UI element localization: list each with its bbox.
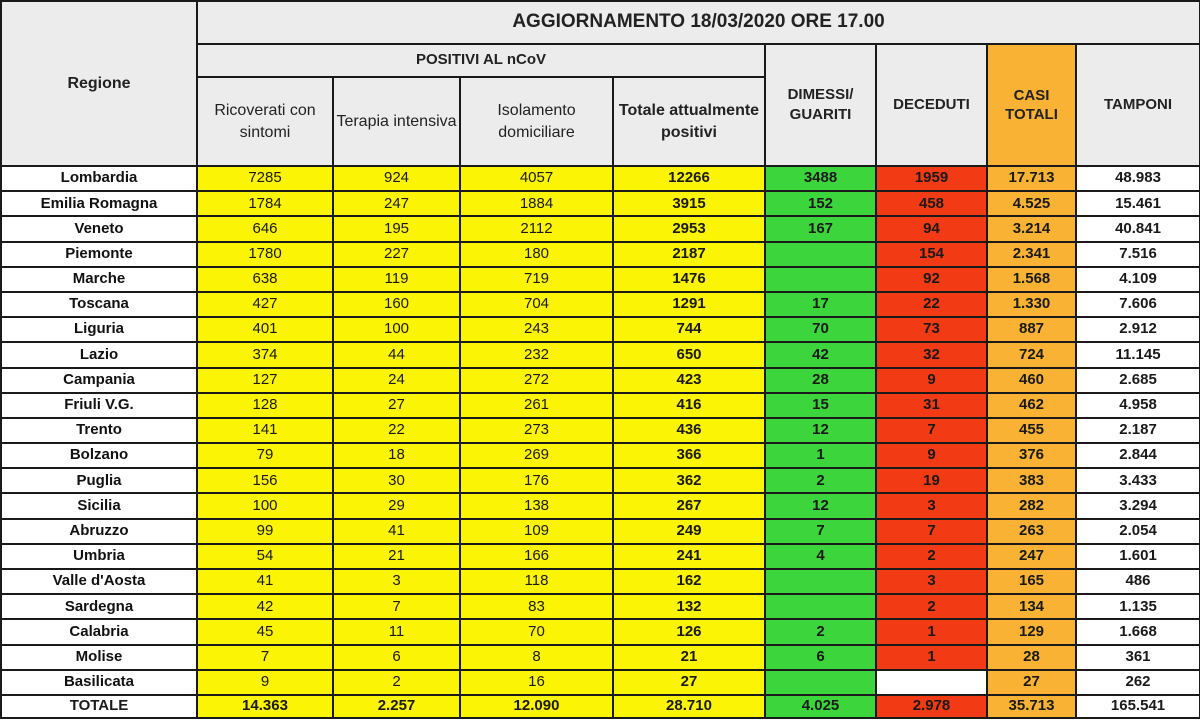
header-ricoverati: Ricoverati con sintomi xyxy=(197,77,333,166)
cell-isolamento: 269 xyxy=(460,443,613,468)
cell-casi: 134 xyxy=(987,594,1076,619)
region-name: Campania xyxy=(1,368,197,393)
total-tamponi: 165.541 xyxy=(1076,695,1200,718)
cell-dimessi: 2 xyxy=(765,468,876,493)
cell-totale-positivi: 126 xyxy=(613,619,765,644)
cell-terapia: 6 xyxy=(333,645,460,670)
table-row xyxy=(1,418,1200,443)
cell-deceduti: 19 xyxy=(876,468,987,493)
cell-ricoverati: 127 xyxy=(197,368,333,393)
cell-deceduti: 31 xyxy=(876,393,987,418)
cell-deceduti: 7 xyxy=(876,519,987,544)
cell-ricoverati: 99 xyxy=(197,519,333,544)
cell-casi: 129 xyxy=(987,619,1076,644)
cell-ricoverati: 128 xyxy=(197,393,333,418)
cell-ricoverati: 1780 xyxy=(197,242,333,267)
cell-tamponi: 4.958 xyxy=(1076,393,1200,418)
table-row xyxy=(1,191,1200,216)
cell-tamponi: 361 xyxy=(1076,645,1200,670)
table-row xyxy=(1,544,1200,569)
region-name: Emilia Romagna xyxy=(1,191,197,216)
cell-tamponi: 7.516 xyxy=(1076,242,1200,267)
cell-deceduti: 1 xyxy=(876,619,987,644)
region-name: Calabria xyxy=(1,619,197,644)
cell-totale-positivi: 249 xyxy=(613,519,765,544)
table-row xyxy=(1,594,1200,619)
cell-tamponi: 2.844 xyxy=(1076,443,1200,468)
cell-isolamento: 1884 xyxy=(460,191,613,216)
cell-dimessi: 4 xyxy=(765,544,876,569)
cell-totale-positivi: 436 xyxy=(613,418,765,443)
cell-isolamento: 232 xyxy=(460,342,613,367)
cell-ricoverati: 42 xyxy=(197,594,333,619)
cell-totale-positivi: 267 xyxy=(613,493,765,518)
cell-deceduti: 3 xyxy=(876,493,987,518)
cell-tamponi: 2.685 xyxy=(1076,368,1200,393)
cell-isolamento: 272 xyxy=(460,368,613,393)
cell-tamponi: 11.145 xyxy=(1076,342,1200,367)
cell-terapia: 30 xyxy=(333,468,460,493)
cell-dimessi: 15 xyxy=(765,393,876,418)
cell-isolamento: 704 xyxy=(460,292,613,317)
cell-ricoverati: 54 xyxy=(197,544,333,569)
cell-casi: 462 xyxy=(987,393,1076,418)
cell-deceduti: 92 xyxy=(876,267,987,292)
table-row xyxy=(1,493,1200,518)
cell-tamponi: 2.054 xyxy=(1076,519,1200,544)
cell-dimessi: 70 xyxy=(765,317,876,342)
cell-totale-positivi: 12266 xyxy=(613,166,765,191)
header-positivi-group: POSITIVI AL nCoV xyxy=(197,44,765,77)
cell-tamponi: 262 xyxy=(1076,670,1200,695)
cell-deceduti: 458 xyxy=(876,191,987,216)
cell-terapia: 11 xyxy=(333,619,460,644)
cell-deceduti: 3 xyxy=(876,569,987,594)
cell-isolamento: 8 xyxy=(460,645,613,670)
table-row xyxy=(1,317,1200,342)
cell-ricoverati: 7285 xyxy=(197,166,333,191)
cell-terapia: 44 xyxy=(333,342,460,367)
cell-totale-positivi: 2187 xyxy=(613,242,765,267)
cell-deceduti: 73 xyxy=(876,317,987,342)
cell-dimessi xyxy=(765,242,876,267)
cell-casi: 455 xyxy=(987,418,1076,443)
cell-tamponi: 4.109 xyxy=(1076,267,1200,292)
table-row xyxy=(1,468,1200,493)
cell-terapia: 247 xyxy=(333,191,460,216)
report-title: AGGIORNAMENTO 18/03/2020 ORE 17.00 xyxy=(197,1,1200,44)
table-row xyxy=(1,619,1200,644)
cell-isolamento: 180 xyxy=(460,242,613,267)
cell-dimessi xyxy=(765,670,876,695)
cell-deceduti: 22 xyxy=(876,292,987,317)
cell-isolamento: 138 xyxy=(460,493,613,518)
cell-totale-positivi: 423 xyxy=(613,368,765,393)
total-dimessi: 4.025 xyxy=(765,695,876,718)
region-name: Piemonte xyxy=(1,242,197,267)
cell-terapia: 24 xyxy=(333,368,460,393)
cell-deceduti: 9 xyxy=(876,368,987,393)
cell-dimessi: 28 xyxy=(765,368,876,393)
cell-casi: 376 xyxy=(987,443,1076,468)
cell-isolamento: 243 xyxy=(460,317,613,342)
cell-dimessi: 167 xyxy=(765,216,876,241)
header-totale-positivi: Totale attualmente positivi xyxy=(613,77,765,166)
cell-casi: 27 xyxy=(987,670,1076,695)
cell-totale-positivi: 362 xyxy=(613,468,765,493)
cell-totale-positivi: 366 xyxy=(613,443,765,468)
table-row xyxy=(1,242,1200,267)
cell-terapia: 195 xyxy=(333,216,460,241)
table-row xyxy=(1,393,1200,418)
cell-totale-positivi: 27 xyxy=(613,670,765,695)
region-name: Valle d'Aosta xyxy=(1,569,197,594)
cell-dimessi: 152 xyxy=(765,191,876,216)
cell-casi: 1.330 xyxy=(987,292,1076,317)
cell-tamponi: 1.601 xyxy=(1076,544,1200,569)
table-body xyxy=(1,166,1200,695)
cell-casi: 724 xyxy=(987,342,1076,367)
cell-ricoverati: 374 xyxy=(197,342,333,367)
region-name: Friuli V.G. xyxy=(1,393,197,418)
header-terapia: Terapia intensiva xyxy=(333,77,460,166)
cell-ricoverati: 427 xyxy=(197,292,333,317)
cell-totale-positivi: 241 xyxy=(613,544,765,569)
cell-terapia: 29 xyxy=(333,493,460,518)
cell-totale-positivi: 744 xyxy=(613,317,765,342)
table-row xyxy=(1,166,1200,191)
cell-isolamento: 4057 xyxy=(460,166,613,191)
cell-tamponi: 3.433 xyxy=(1076,468,1200,493)
region-name: Abruzzo xyxy=(1,519,197,544)
cell-deceduti: 2 xyxy=(876,544,987,569)
table-row xyxy=(1,670,1200,695)
cell-casi: 17.713 xyxy=(987,166,1076,191)
cell-deceduti: 1959 xyxy=(876,166,987,191)
header-casi-totali: CASI TOTALI xyxy=(987,44,1076,166)
cell-ricoverati: 1784 xyxy=(197,191,333,216)
table-row xyxy=(1,569,1200,594)
cell-deceduti: 94 xyxy=(876,216,987,241)
header-deceduti: DECEDUTI xyxy=(876,44,987,166)
cell-casi: 282 xyxy=(987,493,1076,518)
table-row xyxy=(1,292,1200,317)
cell-totale-positivi: 416 xyxy=(613,393,765,418)
cell-dimessi xyxy=(765,267,876,292)
cell-tamponi: 48.983 xyxy=(1076,166,1200,191)
cell-ricoverati: 7 xyxy=(197,645,333,670)
header-regione: Regione xyxy=(1,1,197,166)
header-tamponi: TAMPONI xyxy=(1076,44,1200,166)
cell-totale-positivi: 2953 xyxy=(613,216,765,241)
total-totale-positivi: 28.710 xyxy=(613,695,765,718)
cell-isolamento: 70 xyxy=(460,619,613,644)
cell-deceduti: 9 xyxy=(876,443,987,468)
region-name: Liguria xyxy=(1,317,197,342)
region-name: Basilicata xyxy=(1,670,197,695)
cell-dimessi xyxy=(765,569,876,594)
cell-terapia: 7 xyxy=(333,594,460,619)
header-isolamento: Isolamento domiciliare xyxy=(460,77,613,166)
table-row xyxy=(1,368,1200,393)
total-deceduti: 2.978 xyxy=(876,695,987,718)
cell-dimessi: 3488 xyxy=(765,166,876,191)
region-name: Toscana xyxy=(1,292,197,317)
cell-casi: 460 xyxy=(987,368,1076,393)
cell-ricoverati: 646 xyxy=(197,216,333,241)
cell-casi: 1.568 xyxy=(987,267,1076,292)
cell-isolamento: 273 xyxy=(460,418,613,443)
cell-totale-positivi: 650 xyxy=(613,342,765,367)
totals-label: TOTALE xyxy=(1,695,197,718)
cell-tamponi: 486 xyxy=(1076,569,1200,594)
total-casi: 35.713 xyxy=(987,695,1076,718)
cell-dimessi: 12 xyxy=(765,493,876,518)
cell-terapia: 3 xyxy=(333,569,460,594)
total-ricoverati: 14.363 xyxy=(197,695,333,718)
cell-isolamento: 2112 xyxy=(460,216,613,241)
table-header xyxy=(1,1,1200,166)
cell-deceduti: 154 xyxy=(876,242,987,267)
cell-tamponi: 2.912 xyxy=(1076,317,1200,342)
cell-totale-positivi: 1291 xyxy=(613,292,765,317)
cell-tamponi: 1.135 xyxy=(1076,594,1200,619)
cell-casi: 3.214 xyxy=(987,216,1076,241)
cell-totale-positivi: 132 xyxy=(613,594,765,619)
cell-isolamento: 109 xyxy=(460,519,613,544)
cell-terapia: 227 xyxy=(333,242,460,267)
region-name: Trento xyxy=(1,418,197,443)
cell-terapia: 119 xyxy=(333,267,460,292)
cell-casi: 263 xyxy=(987,519,1076,544)
cell-totale-positivi: 162 xyxy=(613,569,765,594)
cell-casi: 28 xyxy=(987,645,1076,670)
region-name: Sardegna xyxy=(1,594,197,619)
cell-deceduti: 7 xyxy=(876,418,987,443)
cell-isolamento: 176 xyxy=(460,468,613,493)
cell-ricoverati: 141 xyxy=(197,418,333,443)
cell-isolamento: 166 xyxy=(460,544,613,569)
region-name: Umbria xyxy=(1,544,197,569)
cell-deceduti xyxy=(876,670,987,695)
cell-dimessi: 2 xyxy=(765,619,876,644)
cell-terapia: 160 xyxy=(333,292,460,317)
cell-terapia: 924 xyxy=(333,166,460,191)
cell-terapia: 22 xyxy=(333,418,460,443)
cell-ricoverati: 45 xyxy=(197,619,333,644)
cell-totale-positivi: 21 xyxy=(613,645,765,670)
cell-casi: 165 xyxy=(987,569,1076,594)
table-footer xyxy=(1,695,1200,718)
cell-terapia: 100 xyxy=(333,317,460,342)
table-row xyxy=(1,216,1200,241)
cell-dimessi: 42 xyxy=(765,342,876,367)
region-name: Marche xyxy=(1,267,197,292)
cell-terapia: 2 xyxy=(333,670,460,695)
cell-tamponi: 7.606 xyxy=(1076,292,1200,317)
cell-dimessi: 6 xyxy=(765,645,876,670)
cell-terapia: 18 xyxy=(333,443,460,468)
cell-deceduti: 2 xyxy=(876,594,987,619)
table-row xyxy=(1,519,1200,544)
cell-terapia: 21 xyxy=(333,544,460,569)
cell-casi: 887 xyxy=(987,317,1076,342)
region-name: Bolzano xyxy=(1,443,197,468)
cell-tamponi: 3.294 xyxy=(1076,493,1200,518)
cell-terapia: 41 xyxy=(333,519,460,544)
cell-tamponi: 40.841 xyxy=(1076,216,1200,241)
cell-terapia: 27 xyxy=(333,393,460,418)
cell-deceduti: 32 xyxy=(876,342,987,367)
cell-casi: 2.341 xyxy=(987,242,1076,267)
cell-totale-positivi: 1476 xyxy=(613,267,765,292)
cell-dimessi: 1 xyxy=(765,443,876,468)
total-isolamento: 12.090 xyxy=(460,695,613,718)
region-name: Sicilia xyxy=(1,493,197,518)
cell-ricoverati: 9 xyxy=(197,670,333,695)
cell-dimessi xyxy=(765,594,876,619)
header-dimessi: DIMESSI/ GUARITI xyxy=(765,44,876,166)
cell-dimessi: 17 xyxy=(765,292,876,317)
cell-casi: 4.525 xyxy=(987,191,1076,216)
cell-ricoverati: 156 xyxy=(197,468,333,493)
region-name: Molise xyxy=(1,645,197,670)
cell-isolamento: 83 xyxy=(460,594,613,619)
cell-deceduti: 1 xyxy=(876,645,987,670)
cell-casi: 247 xyxy=(987,544,1076,569)
cell-isolamento: 719 xyxy=(460,267,613,292)
region-name: Lazio xyxy=(1,342,197,367)
cell-dimessi: 12 xyxy=(765,418,876,443)
cell-dimessi: 7 xyxy=(765,519,876,544)
cell-ricoverati: 79 xyxy=(197,443,333,468)
table-row xyxy=(1,342,1200,367)
cell-casi: 383 xyxy=(987,468,1076,493)
cell-totale-positivi: 3915 xyxy=(613,191,765,216)
region-name: Puglia xyxy=(1,468,197,493)
cell-isolamento: 118 xyxy=(460,569,613,594)
cell-isolamento: 261 xyxy=(460,393,613,418)
region-name: Veneto xyxy=(1,216,197,241)
cell-ricoverati: 41 xyxy=(197,569,333,594)
cell-ricoverati: 100 xyxy=(197,493,333,518)
totals-row xyxy=(1,695,1200,718)
cell-tamponi: 1.668 xyxy=(1076,619,1200,644)
table-row xyxy=(1,443,1200,468)
cell-tamponi: 2.187 xyxy=(1076,418,1200,443)
cell-ricoverati: 638 xyxy=(197,267,333,292)
cell-ricoverati: 401 xyxy=(197,317,333,342)
cell-tamponi: 15.461 xyxy=(1076,191,1200,216)
table-row xyxy=(1,645,1200,670)
cell-isolamento: 16 xyxy=(460,670,613,695)
region-name: Lombardia xyxy=(1,166,197,191)
table-row xyxy=(1,267,1200,292)
total-terapia: 2.257 xyxy=(333,695,460,718)
